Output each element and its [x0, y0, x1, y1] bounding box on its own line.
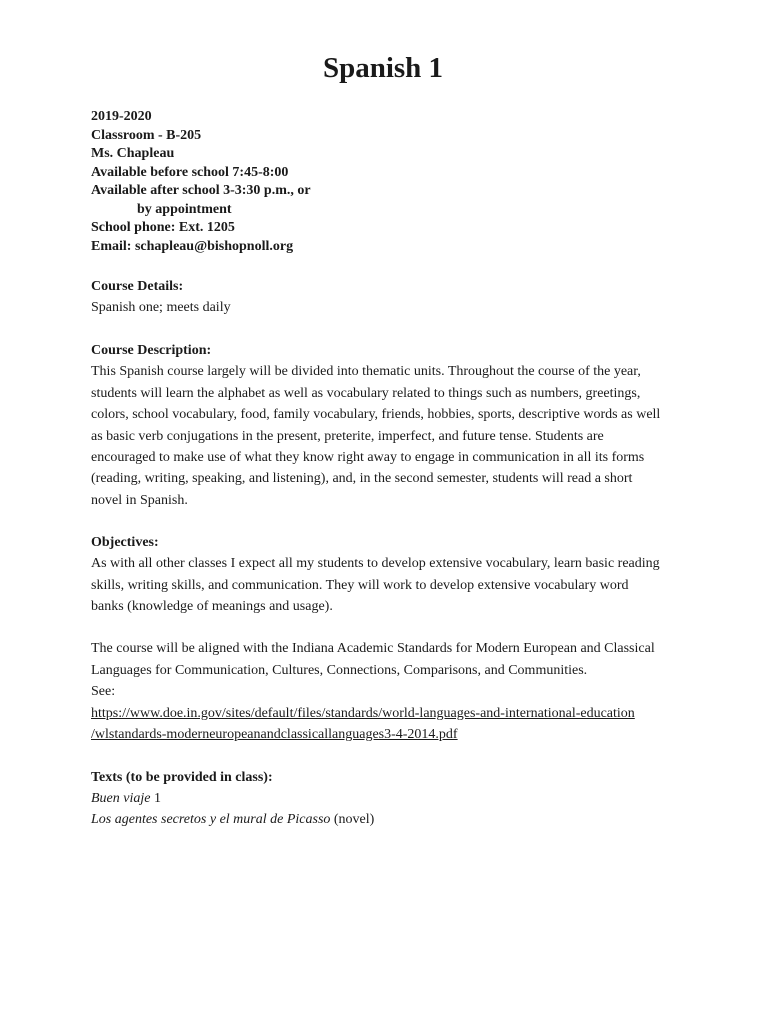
course-description-section — [91, 340, 687, 511]
description-line: students will learn the alphabet as well as vocabulary related to things such as numbers, greetings, — [91, 385, 641, 401]
objectives-line: As with all other classes I expect all my students to develop extensive vocabulary, learn basic reading — [91, 556, 660, 572]
book-suffix: 1 — [150, 790, 161, 806]
standards-line: The course will be aligned with the Indiana Academic Standards for Modern European and Classical — [91, 641, 655, 657]
objectives-heading: Objectives: — [91, 535, 159, 551]
course-details-section — [91, 276, 687, 318]
syllabus-page — [91, 50, 687, 830]
text-item — [91, 809, 687, 830]
objectives-section — [91, 532, 687, 745]
teacher-email: Email: schapleau@bishopnoll.org — [91, 238, 294, 254]
school-year: 2019-2020 — [91, 109, 152, 124]
classroom: Classroom - B-205 — [91, 127, 202, 143]
availability-after: Available after school 3-3:30 p.m., or — [91, 183, 311, 198]
availability-before: Available before school 7:45-8:00 — [91, 164, 289, 180]
availability-appointment: by appointment — [137, 201, 232, 217]
standards-link-continued[interactable] — [91, 724, 687, 745]
texts-section — [91, 767, 687, 831]
course-details-text: Spanish one; meets daily — [91, 300, 231, 315]
standards-line: Languages for Communication, Cultures, Connections, Comparisons, and Communities. — [91, 662, 588, 678]
description-line: encouraged to make use of what they know right away to engage in communication in all its forms — [91, 450, 645, 466]
page-title: Spanish 1 — [322, 52, 444, 84]
texts-heading: Texts (to be provided in class): — [91, 769, 273, 785]
standards-link-line2[interactable]: /wlstandards-moderneuropeanandclassicallanguages3-4-2014.pdf — [91, 727, 458, 743]
book-title: Buen viaje — [91, 790, 151, 806]
description-line: as basic verb conjugations in the present, preterite, imperfect, and future tense. Students are — [91, 428, 604, 444]
course-details-heading: Course Details: — [91, 279, 184, 294]
description-line: novel in Spanish. — [91, 492, 188, 508]
school-phone: School phone: Ext. 1205 — [91, 220, 235, 235]
standards-link-line1[interactable]: https://www.doe.in.gov/sites/default/files/standards/world-languages-and-international-education — [91, 705, 635, 721]
book-title: Los agentes secretos y el mural de Picasso — [91, 811, 331, 827]
course-info-block — [91, 108, 687, 256]
see-label: See: — [91, 684, 116, 700]
objectives-line: banks (knowledge of meanings and usage). — [91, 599, 333, 615]
teacher-name: Ms. Chapleau — [91, 146, 175, 161]
description-line: This Spanish course largely will be divided into thematic units. Throughout the course of the year, — [91, 364, 641, 380]
objectives-line: skills, writing skills, and communication. They will work to develop extensive vocabulary word — [91, 577, 629, 593]
text-item — [91, 788, 687, 809]
standards-link[interactable] — [91, 703, 687, 724]
description-line: colors, school vocabulary, food, family vocabulary, friends, hobbies, sports, descriptive words as well — [91, 407, 661, 423]
book-suffix: (novel) — [330, 811, 375, 827]
course-description-heading: Course Description: — [91, 343, 212, 359]
description-line: (reading, writing, speaking, and listening), and, in the second semester, students will read a short — [91, 471, 633, 487]
